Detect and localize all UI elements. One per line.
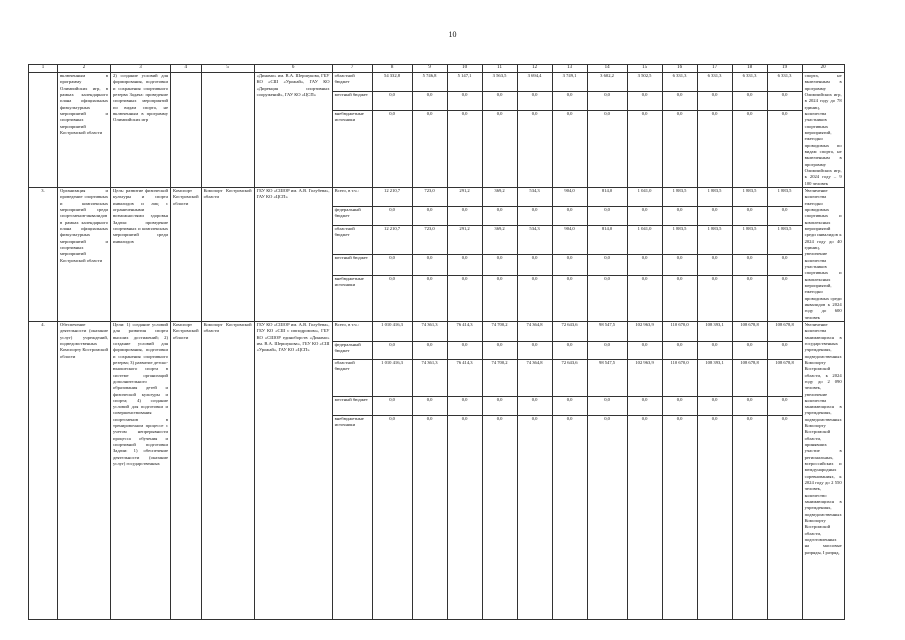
funding-source-part: Всего, в т.ч.: <box>333 188 372 207</box>
co-executor <box>201 73 254 188</box>
funding-value: 3 563,5 <box>482 73 517 92</box>
funding-value: 3 749,1 <box>552 73 587 92</box>
funding-value: 0,0 <box>447 207 482 226</box>
funding-value: 108 678,8 <box>732 360 767 397</box>
funding-value: 1 010 416,3 <box>372 322 412 342</box>
measure-name: Обеспечение деятельности (оказание услуг) учреждений, подведомственных Комспорту Костромской области <box>58 321 111 619</box>
funding-value: 0,0 <box>372 92 412 111</box>
funding-value-col-13 <box>552 73 587 188</box>
funding-value-col-10 <box>447 73 482 188</box>
funding-value: 0,0 <box>662 255 697 276</box>
funding-value: 76 414,3 <box>447 360 482 397</box>
funding-value: 0,0 <box>767 207 802 226</box>
funding-value: 0,0 <box>587 207 627 226</box>
funding-value-col-9 <box>412 73 447 188</box>
funding-value: 76 414,3 <box>447 322 482 342</box>
goal-tasks: Цели: 1) создание условий для развития спорта высших достижений; 2) создание условий для формирования, подготовки и сохранения спортивного резерва; 3) развитие детско-юношеского спорта в системе организаций дополнительного образования детей и физической культуры и спорта; 4) создание условий для подготовки и совершенствования спортсменов в тренировочном процессе с учетом непрерывности процесса обучения и спортивной подготовки Задачи: 1) обеспечение деятельности (оказание услуг) государственных <box>111 321 171 619</box>
funding-value-col-12 <box>517 188 552 322</box>
funding-value: 0,0 <box>732 397 767 416</box>
funding-value: 369,2 <box>482 226 517 255</box>
funding-value: 0,0 <box>531 276 538 281</box>
row-number: 3. <box>29 188 58 322</box>
funding-value: 0,0 <box>412 342 447 360</box>
goal-tasks: 2) создание условий для формирования, подготовки и сохранения спортивного резерва Задача: проведение спортивных мероприятий по видам спорта, не включенным в программу Олимпийских игр <box>111 73 171 188</box>
funding-source-part: областной бюджет <box>333 73 372 92</box>
funding-value: 0,0 <box>482 397 517 416</box>
funding-value: 0,0 <box>412 207 447 226</box>
funding-value: 0,0 <box>496 276 503 281</box>
funding-source <box>332 73 372 188</box>
table-row <box>29 321 845 619</box>
funding-value-col-13 <box>552 321 587 619</box>
funding-value: 0,0 <box>711 276 718 281</box>
funding-value-col-14 <box>587 188 627 322</box>
funding-source-part: внебюджетные источники <box>334 276 364 288</box>
header-cell-15: 15 <box>627 65 662 73</box>
participants: ГБУ КО «СШОР им. А.В. Голубева», ГАУ КО «ЦСП» <box>254 188 332 322</box>
funding-value: 534,3 <box>517 226 552 255</box>
funding-value: 0,0 <box>517 92 552 111</box>
expected-result: Увеличение количества занимающихся в государственных учреждениях, подведомственных Комспорту Костромской области, к 2024 году до 2 090 человек, увеличение количества занимающихся в учреждениях, подведомственных Комспорту Костромской области, принявших участие в региональных, всероссийских и международных соревнованиях, к 2024 году до 2 550 человек, количество занимающихся в учреждениях, подведомственных Комспорту Костромской области, подготовленных на массовые разряды, I разряд, <box>802 321 844 619</box>
funding-value: 0,0 <box>482 342 517 360</box>
funding-value: 0,0 <box>627 397 662 416</box>
funding-value: 0,0 <box>552 92 587 111</box>
funding-value: 0,0 <box>604 111 610 116</box>
header-cell-13: 13 <box>552 65 587 73</box>
funding-value: 0,0 <box>767 397 802 416</box>
funding-value: 1 041,0 <box>627 226 662 255</box>
header-cell-12: 12 <box>517 65 552 73</box>
funding-value: 0,0 <box>461 276 468 281</box>
funding-source-part: местный бюджет <box>333 255 372 276</box>
goal-tasks: Цель: развитие физической культуры и спорта инвалидов и лиц с ограниченными возможностями здоровья Задача: проведение спортивных и комплексных мероприятий среди инвалидов <box>111 188 171 322</box>
funding-value-col-18 <box>732 73 767 188</box>
row-number: 4. <box>29 321 58 619</box>
funding-value: 0,0 <box>447 92 482 111</box>
funding-value: 0,0 <box>482 92 517 111</box>
funding-value: 0,0 <box>711 415 718 421</box>
funding-value: 0,0 <box>587 342 627 360</box>
funding-value: 74 700,2 <box>482 322 517 342</box>
funding-value: 108 678,8 <box>767 360 802 397</box>
header-cell-8: 8 <box>372 65 412 73</box>
funding-value: 0,0 <box>412 255 447 276</box>
header-cell-2: 2 <box>58 65 111 73</box>
funding-source-part: областной бюджет <box>333 360 372 397</box>
funding-value: 12 210,7 <box>372 226 412 255</box>
funding-source-part: местный бюджет <box>333 397 372 416</box>
measure-name: включенным в программу Олимпийских игр, в рамках календарного плана официальных физкультурных мероприятий и спортивных мероприятий Костромской области <box>58 73 111 188</box>
funding-value: 0,0 <box>426 415 433 421</box>
funding-value: 0,0 <box>697 397 732 416</box>
funding-value: 0,0 <box>767 342 802 360</box>
funding-value: 0,0 <box>566 111 573 116</box>
funding-value: 0,0 <box>372 255 412 276</box>
funding-value: 1 883,5 <box>767 226 802 255</box>
funding-value: 1 041,0 <box>627 188 662 207</box>
funding-value: 0,0 <box>482 255 517 276</box>
funding-value-col-8 <box>372 73 412 188</box>
header-cell-6: 6 <box>254 65 332 73</box>
funding-value: 0,0 <box>587 92 627 111</box>
funding-value: 72 643,6 <box>552 360 587 397</box>
funding-value: 904,0 <box>552 226 587 255</box>
co-executor: Комспорт Костромской области <box>201 321 254 619</box>
funding-value: 12 210,7 <box>372 188 412 207</box>
funding-value: 0,0 <box>662 92 697 111</box>
funding-source-part: федеральный бюджет <box>333 207 372 226</box>
participants: ГБУ КО «СШОР им. А.В. Голубева», ГБУ КО «СШ с ипподромом», ГБУ КО «СШОР единоборств «Динамо» им. В.А. Шершукова», ГБУ КО «СШ «Урожай», ГАУ КО «ЦСП» <box>254 321 332 619</box>
funding-value: 110 670,0 <box>662 322 697 342</box>
funding-value: 0,0 <box>461 111 468 116</box>
funding-value: 0,0 <box>732 342 767 360</box>
funding-value: 1 883,5 <box>662 188 697 207</box>
funding-value: 110 670,0 <box>662 360 697 397</box>
funding-value: 1 883,5 <box>697 188 732 207</box>
funding-value: 98 547,5 <box>587 360 627 397</box>
funding-value: 0,0 <box>662 397 697 416</box>
funding-value: 0,0 <box>426 111 433 116</box>
funding-value: 0,0 <box>566 415 573 421</box>
funding-value: 0,0 <box>389 111 395 116</box>
funding-value-col-10 <box>447 321 482 619</box>
funding-value: 74 361,3 <box>412 360 447 397</box>
funding-value: 0,0 <box>447 255 482 276</box>
header-cell-19: 19 <box>767 65 802 73</box>
header-cell-10: 10 <box>447 65 482 73</box>
table-row <box>29 188 845 322</box>
funding-value: 0,0 <box>389 415 395 421</box>
funding-value: 1 883,5 <box>767 188 802 207</box>
funding-value: 102 963,9 <box>627 360 662 397</box>
funding-value: 0,0 <box>697 255 732 276</box>
header-cell-14: 14 <box>587 65 627 73</box>
funding-value: 0,0 <box>552 342 587 360</box>
funding-value: 0,0 <box>697 92 732 111</box>
page-number: 10 <box>448 30 457 39</box>
funding-value-col-12 <box>517 73 552 188</box>
expected-result: спорта, не включенным в программу Олимпийских игр, в 2024 году до 78 единиц, количества участников спортивных мероприятий, ежегодно проводимых по видам спорта, не включенным в программу Олимпийских игр, к 2024 году – 9 100 человек <box>802 73 844 188</box>
funding-value: 0,0 <box>781 415 788 421</box>
funding-value: 74 364,8 <box>517 360 552 397</box>
funding-value: 0,0 <box>461 415 468 421</box>
funding-value: 723,0 <box>412 188 447 207</box>
funding-value: 74 364,8 <box>517 322 552 342</box>
expected-result: Увеличение количества ежегодно проводимых спортивных и комплексных мероприятий среди инвалидов к 2024 году до 40 единиц, увеличение количества участников спортивных и комплексных мероприятий, ежегодно проводимых среди инвалидов к 2024 году до 600 человек <box>802 188 844 322</box>
funding-value: 0,0 <box>447 342 482 360</box>
funding-value: 0,0 <box>676 415 683 421</box>
funding-value: 723,0 <box>412 226 447 255</box>
funding-value: 6 331,3 <box>767 73 802 92</box>
funding-value-col-16 <box>662 73 697 188</box>
funding-value-col-17 <box>697 188 732 322</box>
funding-value-col-16 <box>662 321 697 619</box>
funding-value: 0,0 <box>767 92 802 111</box>
funding-value: 0,0 <box>517 397 552 416</box>
funding-value: 0,0 <box>697 207 732 226</box>
funding-value: 0,0 <box>732 255 767 276</box>
funding-value: 904,0 <box>552 188 587 207</box>
header-cell-17: 17 <box>697 65 732 73</box>
funding-value: 1 883,5 <box>732 188 767 207</box>
funding-value: 3 694,4 <box>517 73 552 92</box>
funding-value-col-19 <box>767 321 802 619</box>
funding-value-col-15 <box>627 188 662 322</box>
funding-value: 0,0 <box>482 207 517 226</box>
funding-value: 0,0 <box>604 415 610 421</box>
funding-value: 108 393,1 <box>697 360 732 397</box>
funding-value: 72 643,6 <box>552 322 587 342</box>
funding-value: 0,0 <box>662 342 697 360</box>
funding-value: 5 746,8 <box>412 73 447 92</box>
funding-value: 0,0 <box>697 342 732 360</box>
funding-value-col-9 <box>412 188 447 322</box>
funding-value: 6 331,3 <box>732 73 767 92</box>
funding-value: 74 361,3 <box>412 322 447 342</box>
funding-value: 0,0 <box>426 276 433 281</box>
funding-value-col-11 <box>482 73 517 188</box>
funding-value-col-17 <box>697 73 732 188</box>
funding-value: 0,0 <box>732 207 767 226</box>
funding-value: 0,0 <box>517 342 552 360</box>
funding-value: 291,2 <box>447 226 482 255</box>
funding-value: 0,0 <box>641 276 648 281</box>
funding-value-col-14 <box>587 321 627 619</box>
header-cell-1: 1 <box>29 65 58 73</box>
program-table <box>28 64 845 620</box>
funding-value: 74 700,2 <box>482 360 517 397</box>
funding-value: 0,0 <box>627 207 662 226</box>
funding-value: 0,0 <box>372 397 412 416</box>
funding-value: 0,0 <box>517 255 552 276</box>
funding-value: 0,0 <box>781 276 788 281</box>
funding-value: 108 393,1 <box>697 322 732 342</box>
funding-value: 0,0 <box>496 111 503 116</box>
funding-value: 108 678,8 <box>767 322 802 342</box>
header-cell-16: 16 <box>662 65 697 73</box>
funding-value: 0,0 <box>587 255 627 276</box>
funding-source-part: внебюджетные источники <box>334 415 364 428</box>
funding-value: 814,0 <box>587 226 627 255</box>
funding-source-part: федеральный бюджет <box>333 342 372 360</box>
funding-value: 0,0 <box>662 207 697 226</box>
responsible-executor: Комспорт Костромской области <box>171 188 202 322</box>
funding-value: 0,0 <box>711 111 718 116</box>
measure-name: Организация и проведение спортивных и комплексных мероприятий среди спортсменов-инвалидов в рамках календарного плана официальных физкультурных мероприятий и спортивных мероприятий Костромской области <box>58 188 111 322</box>
funding-value: 1 883,5 <box>697 226 732 255</box>
header-cell-3: 3 <box>111 65 171 73</box>
participants: «Динамо» им. В.А. Шершукова, ГБУ КО «СШ «Урожай», ГАУ КО «Дирекция спортивных сооружений», ГАУ КО «ЦСП» <box>254 73 332 188</box>
row-number <box>29 73 58 188</box>
funding-value-col-11 <box>482 321 517 619</box>
funding-value: 0,0 <box>746 276 753 281</box>
funding-value: 0,0 <box>566 276 573 281</box>
funding-value: 0,0 <box>627 342 662 360</box>
funding-value: 0,0 <box>552 207 587 226</box>
funding-value: 0,0 <box>604 276 610 281</box>
funding-source <box>332 188 372 322</box>
funding-value: 0,0 <box>412 92 447 111</box>
funding-value: 0,0 <box>676 276 683 281</box>
funding-value: 0,0 <box>781 111 788 116</box>
funding-value: 108 678,8 <box>732 322 767 342</box>
responsible-executor <box>171 73 202 188</box>
table-row <box>29 73 845 188</box>
funding-value: 0,0 <box>552 397 587 416</box>
funding-value: 814,0 <box>587 188 627 207</box>
funding-value: 0,0 <box>517 207 552 226</box>
funding-value: 0,0 <box>676 111 683 116</box>
funding-value-col-18 <box>732 188 767 322</box>
funding-value: 369,2 <box>482 188 517 207</box>
header-cell-7: 7 <box>332 65 372 73</box>
funding-value: 1 010 416,3 <box>372 360 412 397</box>
funding-value: 0,0 <box>389 276 395 281</box>
header-cell-11: 11 <box>482 65 517 73</box>
funding-value: 534,3 <box>517 188 552 207</box>
funding-value: 6 331,3 <box>662 73 697 92</box>
funding-value: 0,0 <box>372 342 412 360</box>
funding-value-col-15 <box>627 321 662 619</box>
funding-value-col-11 <box>482 188 517 322</box>
header-cell-4: 4 <box>171 65 202 73</box>
funding-value-col-19 <box>767 73 802 188</box>
funding-value: 0,0 <box>767 255 802 276</box>
funding-value: 0,0 <box>372 207 412 226</box>
funding-source-part: внебюджетные источники <box>334 111 364 123</box>
funding-value-col-12 <box>517 321 552 619</box>
funding-value: 0,0 <box>552 255 587 276</box>
header-cell-18: 18 <box>732 65 767 73</box>
funding-value: 0,0 <box>641 415 648 421</box>
funding-value-col-16 <box>662 188 697 322</box>
header-cell-20: 20 <box>802 65 844 73</box>
funding-value: 0,0 <box>746 415 753 421</box>
funding-value-col-8 <box>372 188 412 322</box>
co-executor: Комспорт Костромской области <box>201 188 254 322</box>
funding-value: 0,0 <box>496 415 503 421</box>
funding-value-col-19 <box>767 188 802 322</box>
header-cell-9: 9 <box>412 65 447 73</box>
funding-source-part: Всего, в т.ч.: <box>333 322 372 342</box>
funding-value-col-18 <box>732 321 767 619</box>
funding-value-col-15 <box>627 73 662 188</box>
funding-value: 0,0 <box>627 255 662 276</box>
funding-value-col-17 <box>697 321 732 619</box>
funding-value: 98 547,5 <box>587 322 627 342</box>
funding-value: 3 602,2 <box>587 73 627 92</box>
funding-source <box>332 321 372 619</box>
funding-value: 1 883,5 <box>732 226 767 255</box>
funding-value: 0,0 <box>412 397 447 416</box>
funding-value: 102 963,9 <box>627 322 662 342</box>
funding-value-col-8 <box>372 321 412 619</box>
funding-value: 0,0 <box>732 92 767 111</box>
funding-value: 5 147,1 <box>447 73 482 92</box>
funding-value: 0,0 <box>531 415 538 421</box>
funding-value: 6 331,3 <box>697 73 732 92</box>
funding-value: 0,0 <box>587 397 627 416</box>
funding-value: 0,0 <box>627 92 662 111</box>
funding-value: 0,0 <box>641 111 648 116</box>
funding-value: 1 883,5 <box>662 226 697 255</box>
funding-value: 0,0 <box>746 111 753 116</box>
header-cell-5: 5 <box>201 65 254 73</box>
funding-source-part: местный бюджет <box>333 92 372 111</box>
funding-value: 0,0 <box>447 397 482 416</box>
funding-value-col-10 <box>447 188 482 322</box>
funding-value-col-13 <box>552 188 587 322</box>
funding-value-col-14 <box>587 73 627 188</box>
funding-value-col-9 <box>412 321 447 619</box>
funding-value: 291,2 <box>447 188 482 207</box>
funding-value: 3 502,5 <box>627 73 662 92</box>
funding-value: 0,0 <box>531 111 538 116</box>
responsible-executor: Комспорт Костромской области <box>171 321 202 619</box>
header-row <box>29 65 845 73</box>
funding-source-part: областной бюджет <box>333 226 372 255</box>
funding-value: 54 332,8 <box>372 73 412 92</box>
